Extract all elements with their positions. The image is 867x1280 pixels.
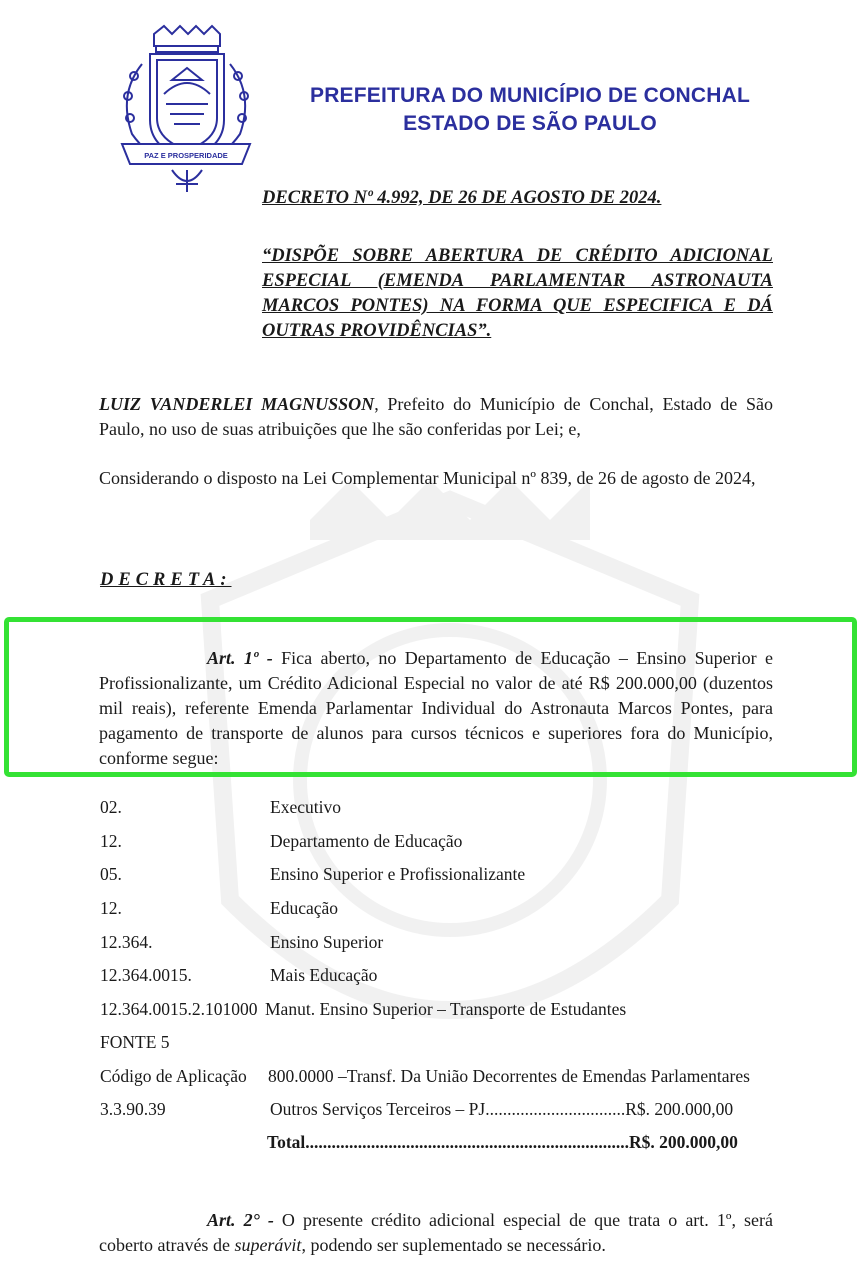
municipal-crest-logo bbox=[112, 24, 260, 196]
article-2-paragraph bbox=[99, 1208, 773, 1258]
budget-desc: Ensino Superior e Profissionalizante bbox=[270, 864, 526, 884]
budget-desc: Mais Educação bbox=[270, 965, 378, 985]
budget-code: 05. bbox=[100, 864, 122, 884]
header-state: ESTADO DE SÃO PAULO bbox=[403, 112, 657, 135]
preamble-paragraph bbox=[99, 392, 773, 442]
budget-row bbox=[100, 1099, 780, 1121]
preamble-text: , Prefeito do Município de Conchal, Estado de São Paulo, no uso de suas atribuições que lhe são conferidas por Lei; e, bbox=[99, 394, 773, 439]
budget-code: 12.364.0015.2.101000 bbox=[100, 999, 258, 1019]
budget-desc: Executivo bbox=[270, 797, 341, 817]
article-1-label: Art. 1º - bbox=[207, 648, 273, 668]
budget-desc: 800.0000 –Transf. Da União Decorrentes de Emendas Parlamentares bbox=[268, 1066, 750, 1086]
article-2-label: Art. 2° - bbox=[207, 1210, 274, 1230]
budget-row bbox=[100, 965, 780, 987]
article-1-paragraph bbox=[99, 646, 773, 771]
budget-code: Código de Aplicação bbox=[100, 1066, 247, 1086]
article-2-italic: superávit bbox=[234, 1235, 302, 1255]
article-2-text-a: O presente crédito adicional especial de que trata o art. 1º, será coberto através de bbox=[99, 1210, 773, 1255]
budget-desc: Educação bbox=[270, 898, 339, 918]
budget-row bbox=[100, 797, 780, 819]
budget-row bbox=[100, 898, 780, 920]
budget-row bbox=[100, 932, 780, 954]
budget-code: 12.364.0015. bbox=[100, 965, 192, 985]
budget-desc: Departamento de Educação bbox=[270, 831, 463, 851]
mayor-name: LUIZ VANDERLEI MAGNUSSON bbox=[99, 394, 375, 414]
budget-desc: Ensino Superior bbox=[270, 932, 384, 952]
budget-row bbox=[100, 1066, 780, 1088]
header-municipality: PREFEITURA DO MUNICÍPIO DE CONCHAL bbox=[309, 84, 751, 107]
budget-row bbox=[100, 1032, 780, 1054]
budget-row bbox=[100, 999, 780, 1021]
decree-ementa: “DISPÕE SOBRE ABERTURA DE CRÉDITO ADICIONAL ESPECIAL (EMENDA PARLAMENTAR ASTRONAUTA MARCOS PONTES) NA FORMA QUE ESPECIFICA E DÁ OUTRAS PROVIDÊNCIAS”. bbox=[262, 246, 773, 341]
considering-paragraph: Considerando o disposto na Lei Complementar Municipal nº 839, de 26 de agosto de 2024, bbox=[99, 468, 756, 488]
budget-total: Total..........................................................................R$. 200.000,00 bbox=[267, 1132, 738, 1152]
budget-code: 12.364. bbox=[100, 932, 153, 952]
decreta-heading: DECRETA: bbox=[100, 570, 232, 590]
budget-row bbox=[100, 831, 780, 853]
budget-desc: Outros Serviços Terceiros – PJ................................R$. 200.000,00 bbox=[270, 1099, 734, 1119]
budget-code: 12. bbox=[100, 898, 122, 918]
budget-code: 02. bbox=[100, 797, 122, 817]
article-2-text-b: , podendo ser suplementado se necessário. bbox=[301, 1235, 606, 1255]
budget-code: 12. bbox=[100, 831, 122, 851]
budget-desc: Manut. Ensino Superior – Transporte de Estudantes bbox=[265, 999, 627, 1019]
decree-title: DECRETO Nº 4.992, DE 26 DE AGOSTO DE 2024. bbox=[262, 188, 662, 208]
crest-motto: PAZ E PROSPERIDADE bbox=[144, 151, 228, 160]
budget-code: FONTE 5 bbox=[100, 1032, 170, 1052]
article-1-text: Fica aberto, no Departamento de Educação – Ensino Superior e Profissionalizante, um Crédito Adicional Especial no valor de até R$ 200.000,00 (duzentos mil reais), referente Emenda Parlamentar Individual do Astronauta Marcos Pontes, para pagamento de transporte de alunos para cursos técnicos e superiores fora do Município, conforme segue: bbox=[99, 648, 773, 768]
budget-row bbox=[100, 864, 780, 886]
budget-code: 3.3.90.39 bbox=[100, 1099, 166, 1119]
